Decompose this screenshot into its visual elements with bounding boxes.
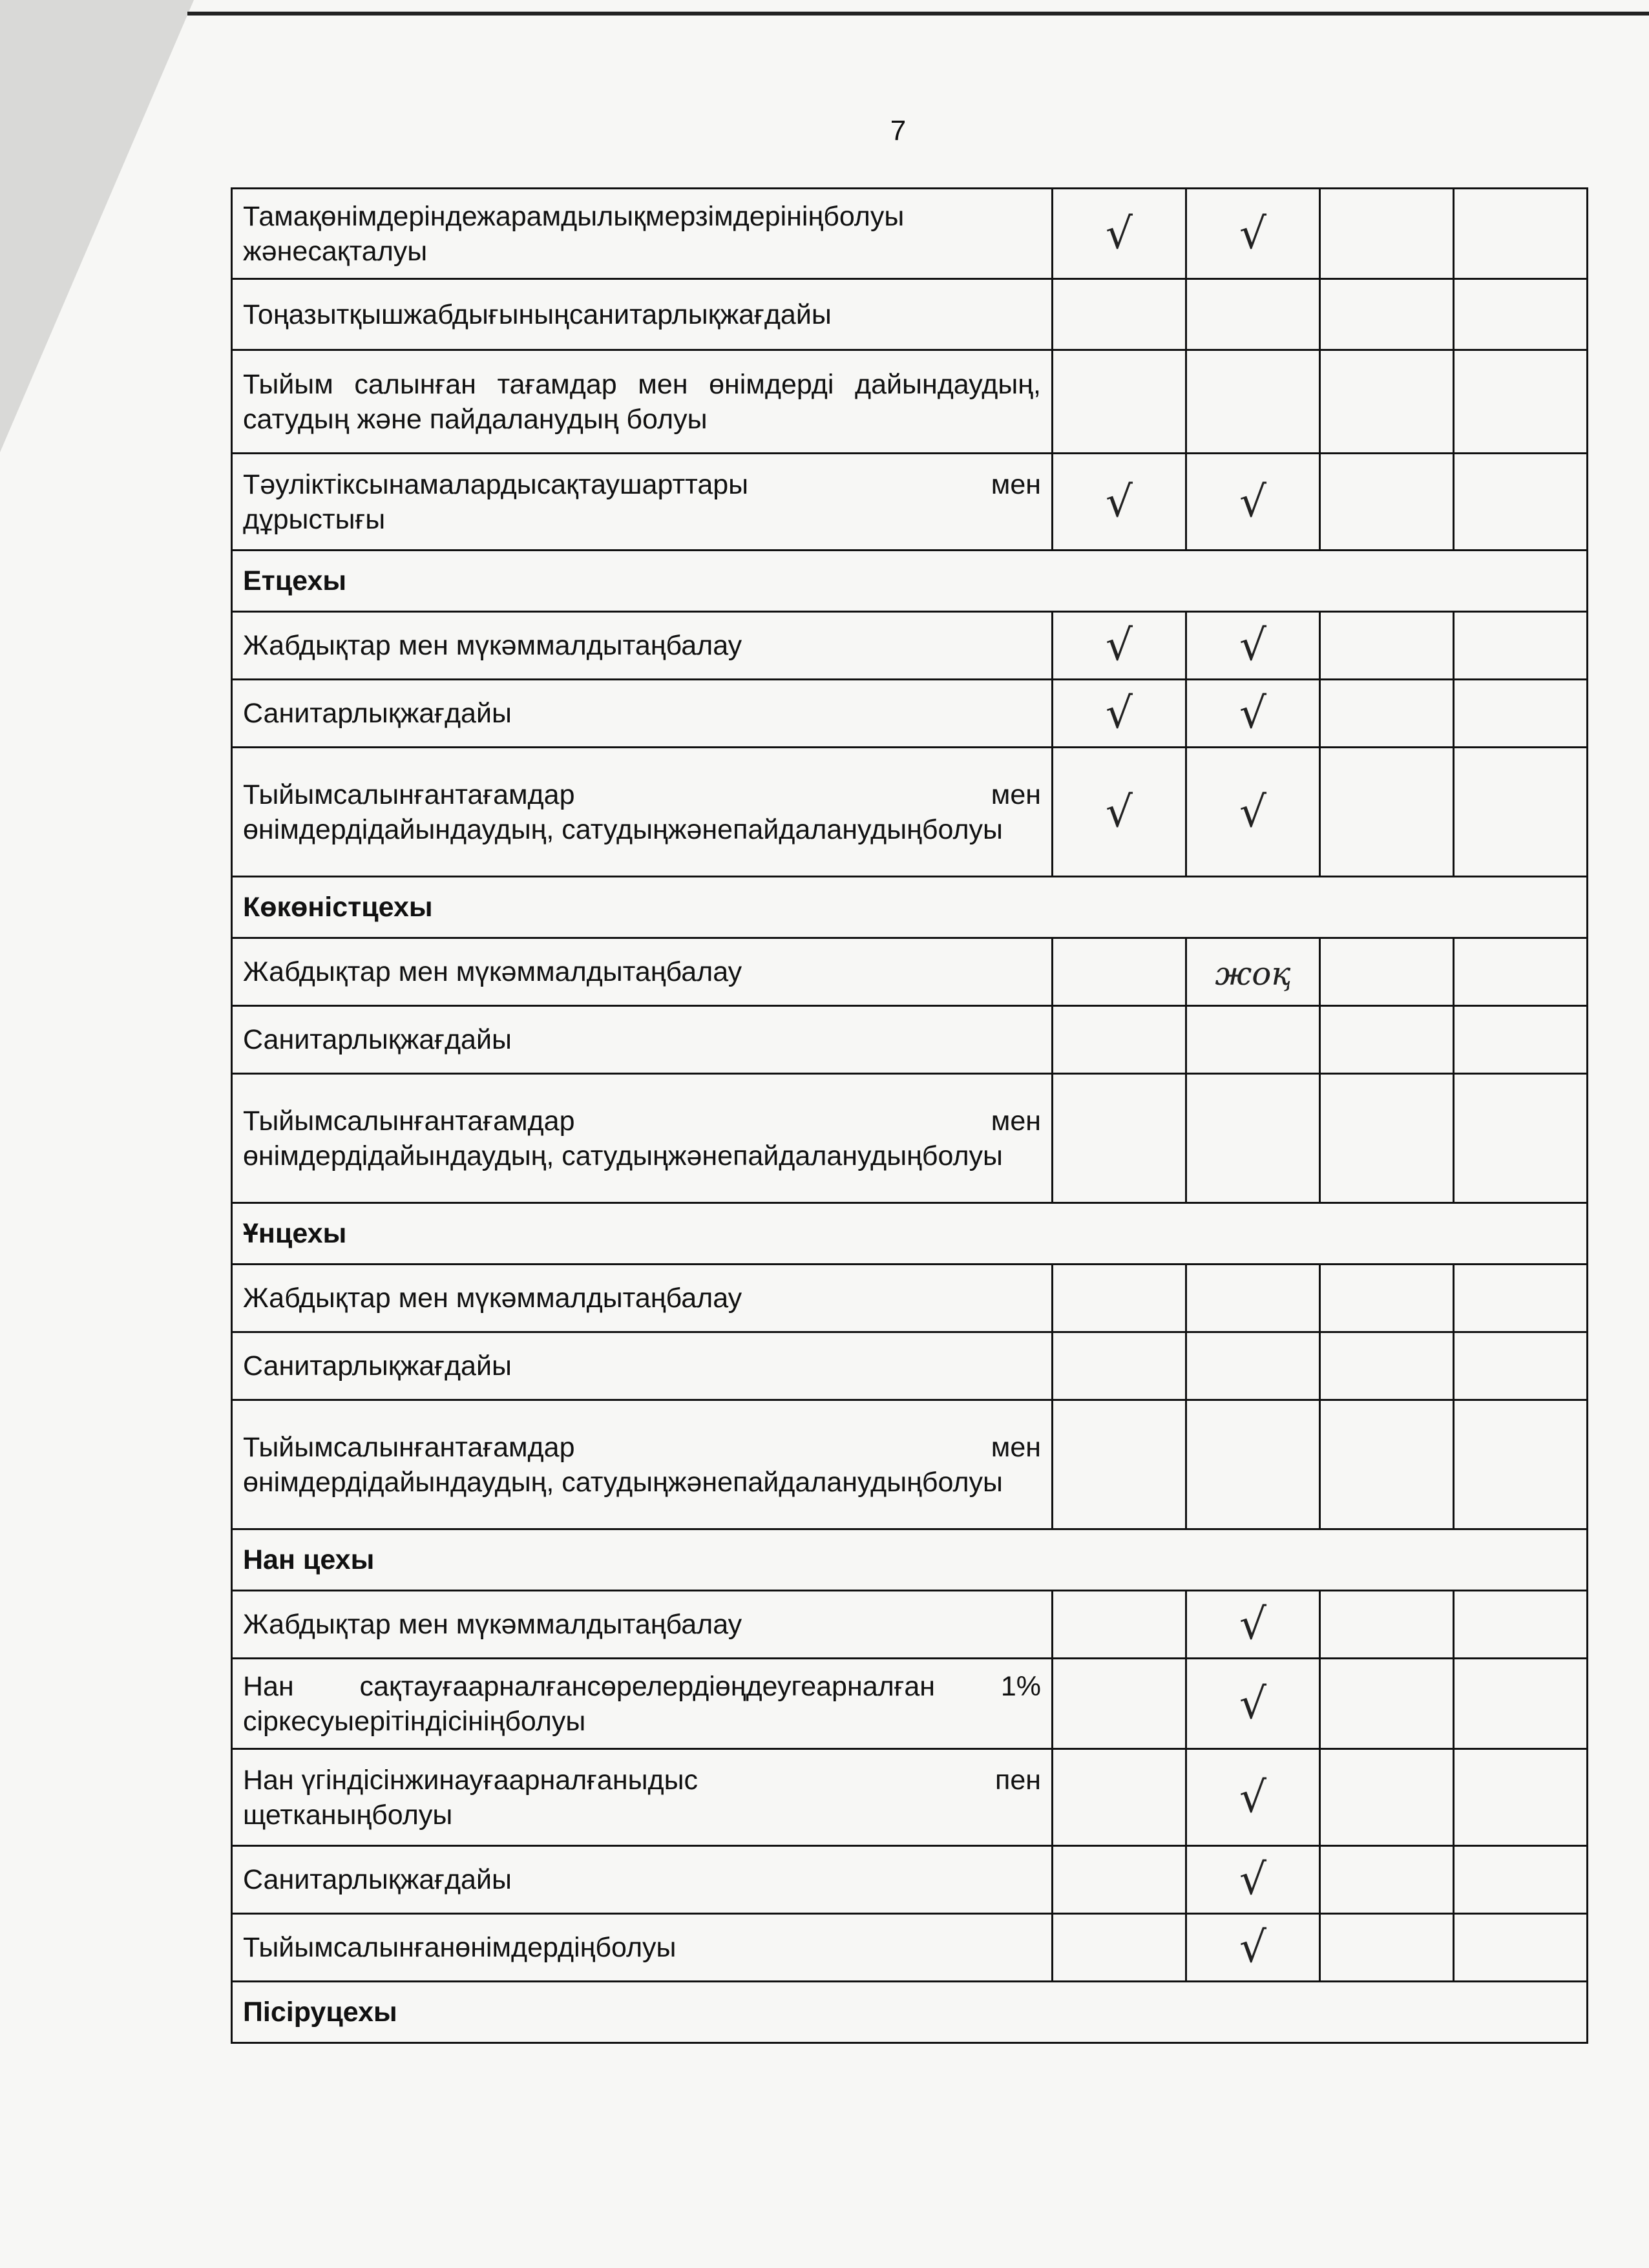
requirement-text xyxy=(232,1400,1053,1529)
check-cell xyxy=(1454,680,1588,748)
requirement-text xyxy=(232,748,1053,877)
requirement-text xyxy=(232,454,1053,551)
checklist-row xyxy=(232,1332,1588,1400)
requirement-text: Нан сақтауғаарналғансөрелердіөңдеугеарналған 1% сіркесуыерітіндісініңболуы xyxy=(232,1659,1053,1749)
section-row xyxy=(232,551,1588,612)
requirement-text: Санитарлықжағдайы xyxy=(232,1846,1053,1914)
check-cell xyxy=(1053,1591,1186,1659)
check-cell xyxy=(1454,1265,1588,1332)
requirement-text-right: мен xyxy=(991,779,1041,810)
check-cell xyxy=(1186,279,1320,350)
check-cell xyxy=(1320,612,1454,680)
check-cell xyxy=(1053,680,1186,748)
requirement-text-start: Нан үгіндісінжинауғаарналғаныдыс xyxy=(243,1764,698,1796)
requirement-text xyxy=(232,1074,1053,1203)
check-cell xyxy=(1320,279,1454,350)
check-cell xyxy=(1454,1074,1588,1203)
checklist-row xyxy=(232,454,1588,551)
requirement-text: Санитарлықжағдайы xyxy=(232,680,1053,748)
check-cell xyxy=(1454,1591,1588,1659)
check-cell xyxy=(1454,1846,1588,1914)
checklist-row xyxy=(232,189,1588,279)
requirement-text: Жабдықтар мен мүкәммалдытаңбалау xyxy=(232,1591,1053,1659)
requirement-text-tail: өнімдердідайындаудың, сатудыңжәнепайдаланудыңболуы xyxy=(243,1466,1003,1498)
check-cell xyxy=(1186,1332,1320,1400)
check-cell xyxy=(1186,680,1320,748)
requirement-text-tail: щетканыңболуы xyxy=(243,1799,453,1831)
check-cell xyxy=(1053,1074,1186,1203)
requirement-text: Тоңазытқышжабдығыныңсанитарлықжағдайы xyxy=(232,279,1053,350)
section-row xyxy=(232,877,1588,938)
check-cell xyxy=(1186,350,1320,454)
checklist-row xyxy=(232,279,1588,350)
check-cell xyxy=(1053,1400,1186,1529)
check-cell xyxy=(1186,748,1320,877)
check-cell xyxy=(1454,1400,1588,1529)
check-cell xyxy=(1320,748,1454,877)
check-cell xyxy=(1053,938,1186,1006)
check-cell xyxy=(1186,1659,1320,1749)
check-cell xyxy=(1186,1846,1320,1914)
check-cell xyxy=(1186,1006,1320,1074)
checklist-row xyxy=(232,1400,1588,1529)
checklist-row xyxy=(232,1659,1588,1749)
requirement-text-right: мен xyxy=(991,1105,1041,1137)
check-cell xyxy=(1320,680,1454,748)
check-cell xyxy=(1320,938,1454,1006)
check-cell xyxy=(1053,1846,1186,1914)
check-cell xyxy=(1053,748,1186,877)
check-cell xyxy=(1186,1749,1320,1846)
check-cell xyxy=(1320,1332,1454,1400)
requirement-text-start: Тыйымсалынғантағамдар xyxy=(243,1105,575,1137)
handwritten-check-icon: √ xyxy=(1239,476,1267,527)
handwritten-check-icon: √ xyxy=(1105,786,1133,837)
check-cell xyxy=(1454,454,1588,551)
check-cell xyxy=(1320,1749,1454,1846)
check-cell xyxy=(1053,1659,1186,1749)
check-cell xyxy=(1454,279,1588,350)
handwritten-check-icon: √ xyxy=(1239,1678,1267,1728)
check-cell xyxy=(1186,1400,1320,1529)
check-cell xyxy=(1186,1265,1320,1332)
check-cell xyxy=(1320,350,1454,454)
checklist-row xyxy=(232,1006,1588,1074)
requirement-text-tail: өнімдердідайындаудың, сатудыңжәнепайдаланудыңболуы xyxy=(243,1140,1003,1171)
handwritten-note: жоқ xyxy=(1215,954,1291,992)
check-cell xyxy=(1186,189,1320,279)
check-cell xyxy=(1053,189,1186,279)
requirement-text-right: пен xyxy=(995,1764,1041,1796)
requirement-text xyxy=(232,1749,1053,1846)
requirement-text: Санитарлықжағдайы xyxy=(232,1332,1053,1400)
check-cell xyxy=(1320,1591,1454,1659)
check-cell xyxy=(1053,1006,1186,1074)
check-cell xyxy=(1454,1749,1588,1846)
check-cell xyxy=(1053,279,1186,350)
section-title: Етцехы xyxy=(232,551,1588,612)
check-cell xyxy=(1186,1914,1320,1982)
section-title: Пісіруцехы xyxy=(232,1982,1588,2043)
section-row xyxy=(232,1529,1588,1591)
check-cell xyxy=(1454,189,1588,279)
checklist-row xyxy=(232,350,1588,454)
handwritten-check-icon: √ xyxy=(1239,208,1267,258)
handwritten-check-icon: √ xyxy=(1239,1922,1267,1972)
check-cell xyxy=(1053,612,1186,680)
check-cell xyxy=(1320,1914,1454,1982)
handwritten-check-icon: √ xyxy=(1239,1854,1267,1904)
check-cell xyxy=(1320,1659,1454,1749)
checklist-row xyxy=(232,1074,1588,1203)
section-title: Ұнцехы xyxy=(232,1203,1588,1265)
handwritten-check-icon: √ xyxy=(1105,476,1133,527)
check-cell xyxy=(1053,1914,1186,1982)
handwritten-check-icon: √ xyxy=(1239,620,1267,670)
handwritten-check-icon: √ xyxy=(1105,688,1133,738)
checklist-row xyxy=(232,1846,1588,1914)
check-cell xyxy=(1454,612,1588,680)
requirement-text-right: мен xyxy=(991,1431,1041,1463)
checklist-row xyxy=(232,1749,1588,1846)
requirement-text: Жабдықтар мен мүкәммалдытаңбалау xyxy=(232,612,1053,680)
check-cell xyxy=(1454,1914,1588,1982)
page-top-edge xyxy=(187,12,1649,16)
check-cell xyxy=(1053,1332,1186,1400)
check-cell xyxy=(1186,1591,1320,1659)
checklist-row xyxy=(232,938,1588,1006)
checklist-row xyxy=(232,680,1588,748)
requirement-text-tail: өнімдердідайындаудың, сатудыңжәнепайдаланудыңболуы xyxy=(243,814,1003,845)
requirement-text-right: мен xyxy=(991,468,1041,500)
check-cell xyxy=(1320,454,1454,551)
checklist-row xyxy=(232,748,1588,877)
checklist-row xyxy=(232,1265,1588,1332)
handwritten-check-icon: √ xyxy=(1239,1599,1267,1649)
check-cell xyxy=(1186,612,1320,680)
handwritten-check-icon: √ xyxy=(1239,688,1267,738)
handwritten-check-icon: √ xyxy=(1105,620,1133,670)
check-cell xyxy=(1186,938,1320,1006)
check-cell xyxy=(1320,189,1454,279)
inspection-checklist-table xyxy=(231,187,1588,2044)
check-cell xyxy=(1454,748,1588,877)
requirement-text: Жабдықтар мен мүкәммалдытаңбалау xyxy=(232,1265,1053,1332)
section-row xyxy=(232,1982,1588,2043)
checklist-row xyxy=(232,1591,1588,1659)
check-cell xyxy=(1320,1265,1454,1332)
checklist-row xyxy=(232,612,1588,680)
requirement-text-start: Тыйымсалынғантағамдар xyxy=(243,779,575,810)
handwritten-check-icon: √ xyxy=(1239,786,1267,837)
check-cell xyxy=(1053,1265,1186,1332)
check-cell xyxy=(1053,350,1186,454)
check-cell xyxy=(1454,1332,1588,1400)
requirement-text-start: Тыйымсалынғантағамдар xyxy=(243,1431,575,1463)
check-cell xyxy=(1320,1074,1454,1203)
folded-corner xyxy=(0,0,194,452)
check-cell xyxy=(1320,1400,1454,1529)
check-cell xyxy=(1454,350,1588,454)
section-title: Көкөністцехы xyxy=(232,877,1588,938)
requirement-text: Тамақөнімдеріндежарамдылықмерзімдерініңболуы жәнесақталуы xyxy=(232,189,1053,279)
check-cell xyxy=(1186,454,1320,551)
check-cell xyxy=(1454,1006,1588,1074)
check-cell xyxy=(1053,454,1186,551)
check-cell xyxy=(1053,1749,1186,1846)
requirement-text: Тыйымсалынғанөнімдердіңболуы xyxy=(232,1914,1053,1982)
requirement-text-start: Тәуліктіксынамалардысақтаушарттары xyxy=(243,468,749,500)
requirement-text: Санитарлықжағдайы xyxy=(232,1006,1053,1074)
check-cell xyxy=(1454,1659,1588,1749)
requirement-text: Тыйым салынған тағамдар мен өнімдерді дайындаудың, сатудың және пайдаланудың болуы xyxy=(232,350,1053,454)
checklist-row xyxy=(232,1914,1588,1982)
requirement-text-tail: дұрыстығы xyxy=(243,503,386,535)
check-cell xyxy=(1454,938,1588,1006)
check-cell xyxy=(1186,1074,1320,1203)
requirement-text: Жабдықтар мен мүкәммалдытаңбалау xyxy=(232,938,1053,1006)
handwritten-check-icon: √ xyxy=(1105,208,1133,258)
section-row xyxy=(232,1203,1588,1265)
handwritten-check-icon: √ xyxy=(1239,1772,1267,1822)
check-cell xyxy=(1320,1006,1454,1074)
check-cell xyxy=(1320,1846,1454,1914)
section-title: Нан цехы xyxy=(232,1529,1588,1591)
page-number: 7 xyxy=(890,115,907,147)
